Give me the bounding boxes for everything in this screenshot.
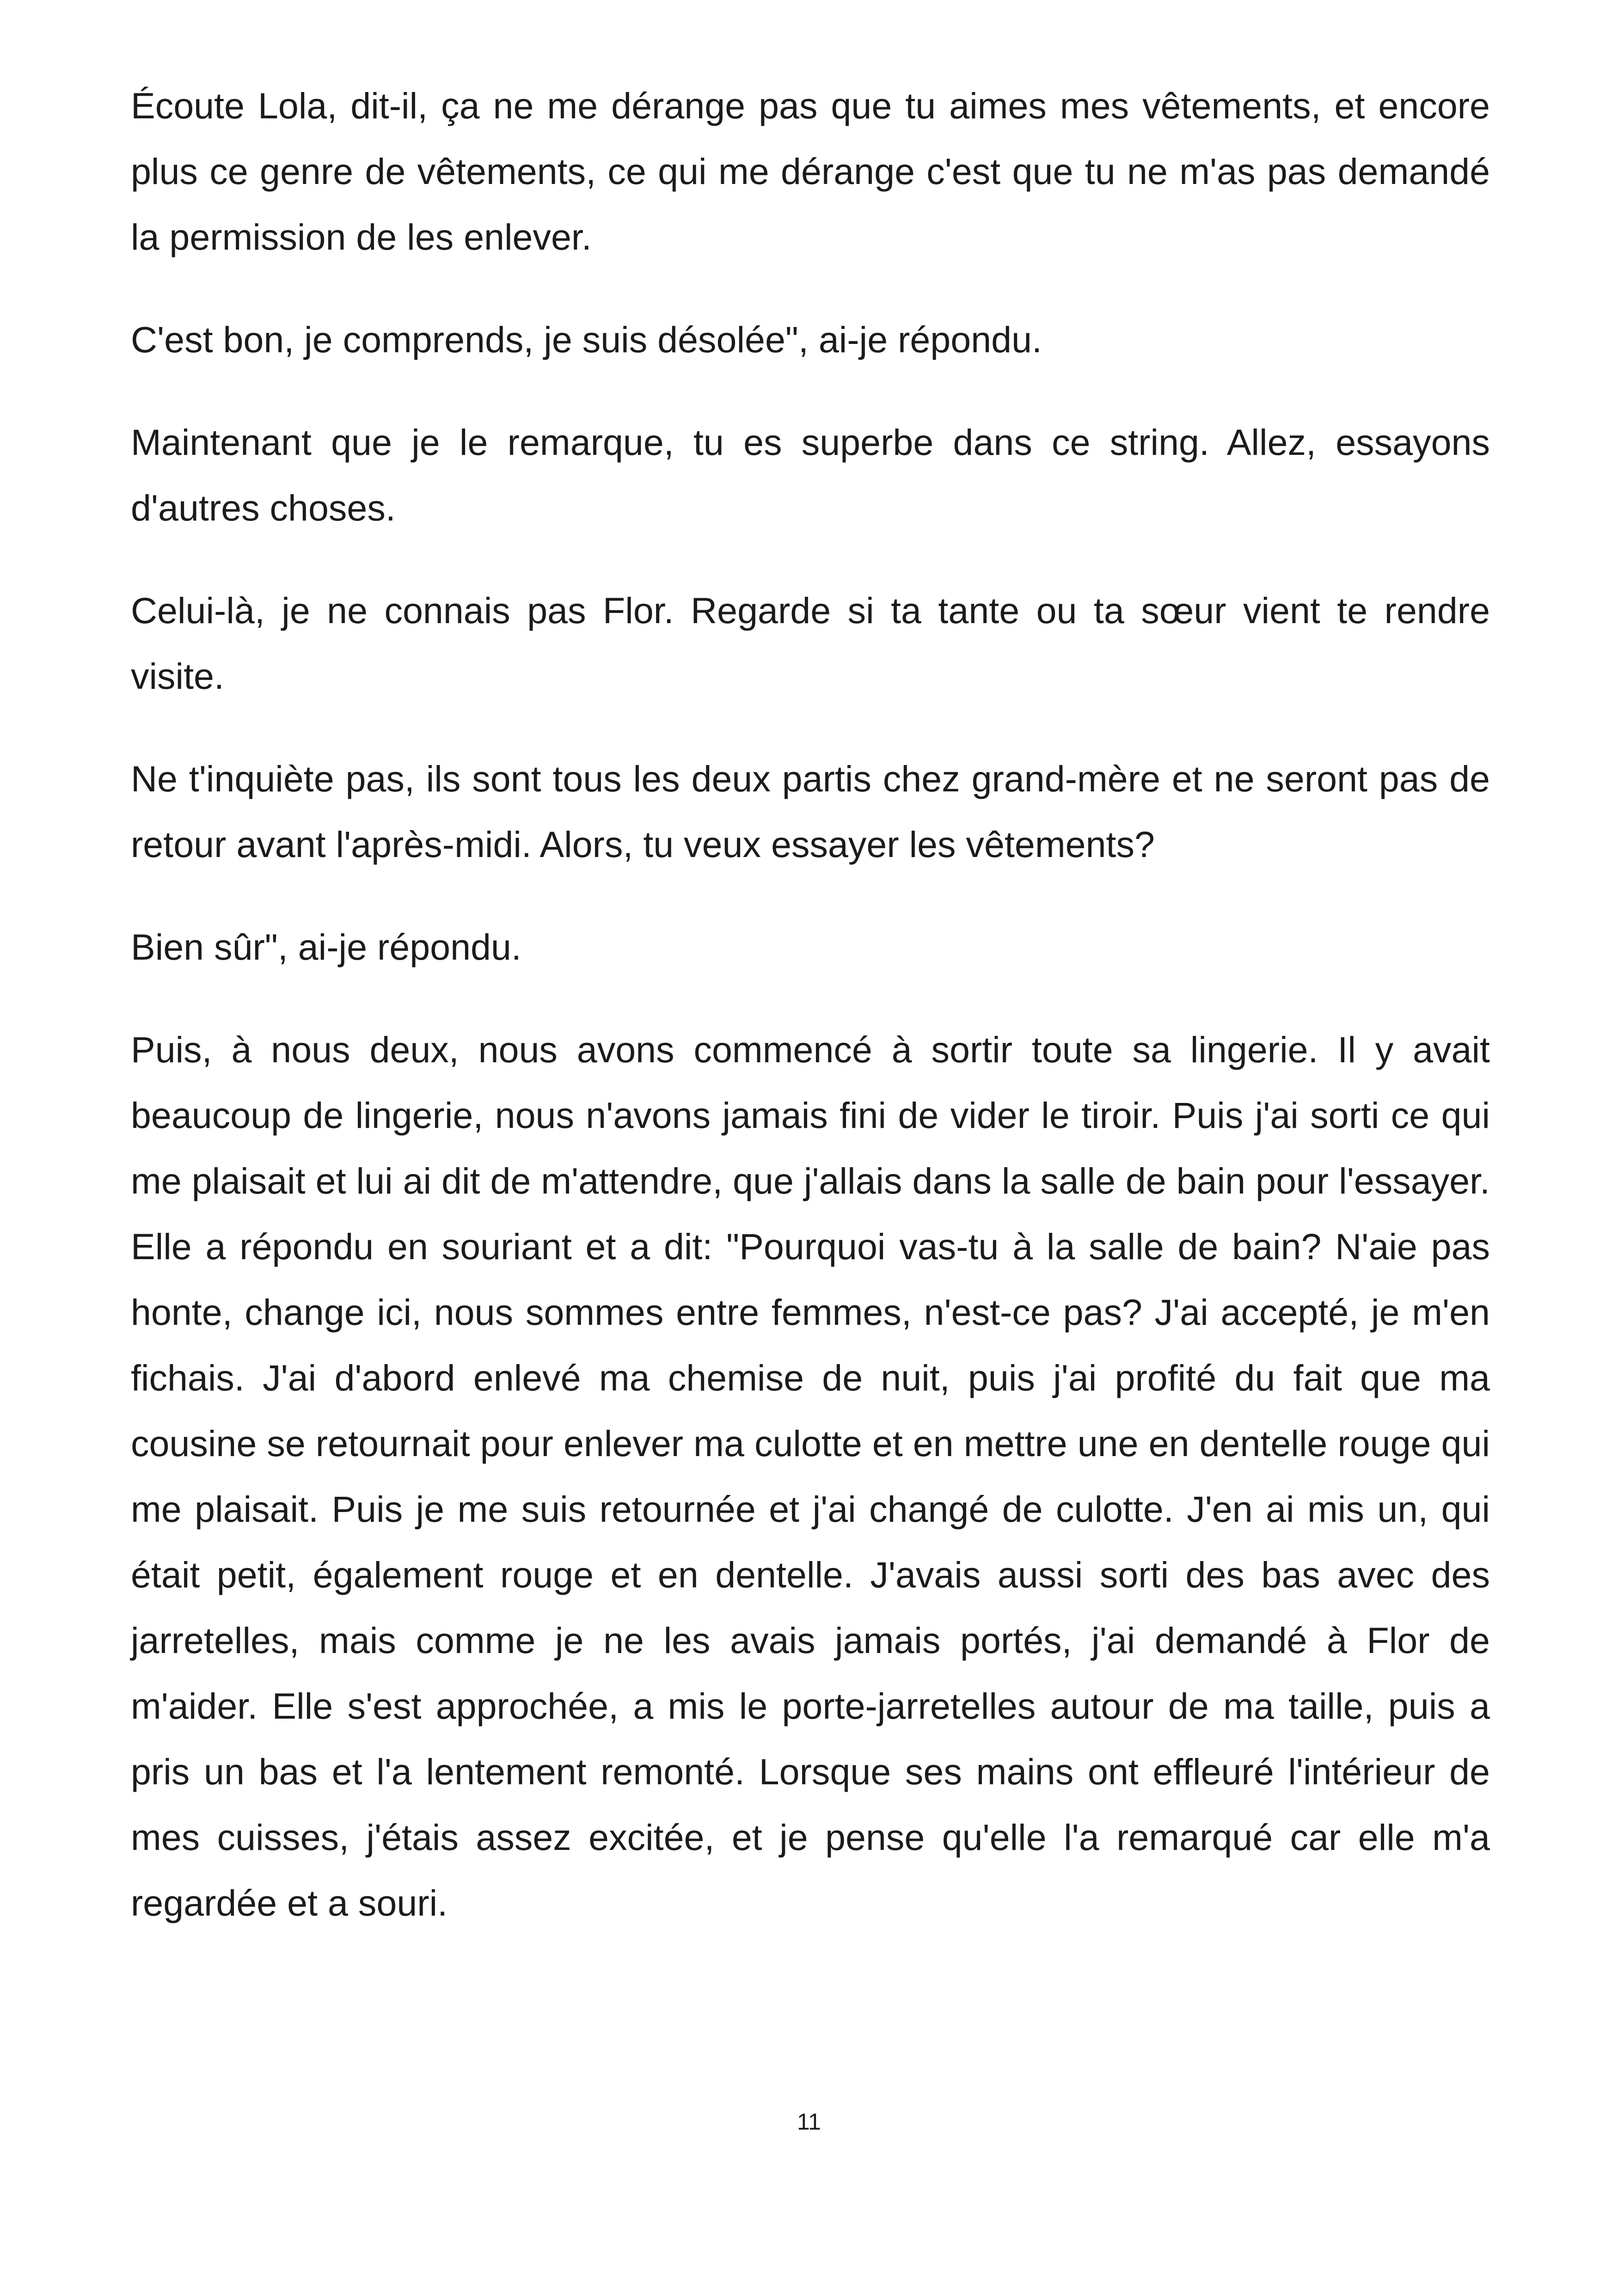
page-number: 11 [797,2109,821,2135]
paragraph-4: Celui-là, je ne connais pas Flor. Regarde si ta tante ou ta sœur vient te rendre visite. [131,590,1490,697]
paragraph-1: Écoute Lola, dit-il, ça ne me dérange pas que tu aimes mes vêtements, et encore plus ce genre de vêtements, ce qui me dérange c'est que tu ne m'as pas demandé la permission de les enlever. [131,85,1490,257]
paragraph-2: C'est bon, je comprends, je suis désolée", ai-je répondu. [131,319,1042,360]
paragraph-7: Puis, à nous deux, nous avons commencé à sortir toute sa lingerie. Il y avait beaucoup de lingerie, nous n'avons jamais fini de vider le tiroir. Puis j'ai sorti ce qui me plaisait et lui ai dit de m'attendre, que j'allais dans la salle de bain pour l'essayer. Elle a répondu en souriant et a dit: "Pourquoi vas-tu à la salle de bain? N'aie pas honte, change ici, nous sommes entre femmes, n'est-ce pas? J'ai accepté, je m'en fichais. J'ai d'abord enlevé ma chemise de nuit, puis j'ai profité du fait que ma cousine se retournait pour enlever ma culotte et en mettre une en dentelle rouge qui me plaisait. Puis je me suis retournée et j'ai changé de culotte. J'en ai mis un, qui était petit, également rouge et en dentelle. J'avais aussi sorti des bas avec des jarretelles, mais comme je ne les avais jamais portés, j'ai demandé à Flor de m'aider. Elle s'est approchée, a mis le porte-jarretelles autour de ma taille, puis a pris un bas et l'a lentement remonté. Lorsque ses mains ont effleuré l'intérieur de mes cuisses, j'étais assez excitée, et je pense qu'elle l'a remarqué car elle m'a regardée et a souri. [131,1029,1490,1923]
paragraph-5: Ne t'inquiète pas, ils sont tous les deux partis chez grand-mère et ne seront pas de retour avant l'après-midi. Alors, tu veux essayer les vêtements? [131,758,1490,865]
paragraph-3: Maintenant que je le remarque, tu es superbe dans ce string. Allez, essayons d'autres choses. [131,422,1490,528]
paragraph-6: Bien sûr", ai-je répondu. [131,926,521,967]
body-text [131,73,1490,1973]
